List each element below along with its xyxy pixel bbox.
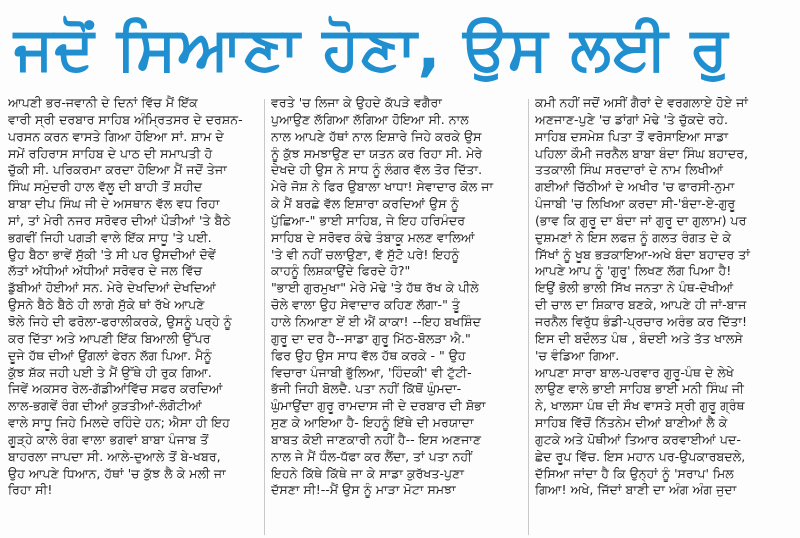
text-line: ਕਮੀ ਨਹੀਂ ਜਦੋਂ ਅਸੀਂ ਗੈਰਾਂ ਦੇ ਵਰਗਲਾਏ ਹੋਏ ਜਾਂ (535, 95, 748, 110)
text-line: ਵਿਚਾਰਾ ਪੰਜਾਬੀ ਭੁੱਲਿਆ, 'ਹਿੰਦਕੀ' ਵੀ ਟੁੱਟੀ- (271, 364, 472, 380)
text-line: ਪਹਿਲਾ ਕੌਮੀ ਜਰਨੈਲ ਬਾਬਾ ਬੰਦਾ ਸਿੰਘ ਬਹਾਦਰ, (535, 145, 748, 161)
text-line: ਚੋਲੇ ਵਾਲਾ ਉਹ ਸੇਵਾਦਾਰ ਕਹਿਣ ਲੱਗਾ-" ਤੂੰ (271, 297, 460, 313)
text-line: ਹਾਲੇ ਨਿਆਣਾ ਏਂ ਈ ਐਂ ਕਾਕਾ! --ਇਹ ਬਖਸ਼ਿੰਦ (271, 313, 481, 329)
text-line: ਇਹਨੇ ਕਿੱਥੇ ਕਿੱਥੇ ਜਾ ਕੇ ਸਾਡਾ ਕੁਰੱਖਤ-ਪੁਣਾ (271, 465, 464, 481)
headline: ਜਦੋਂ ਸਿਆਣਾ ਹੋਣਾ, ਉਸ ਲਈ ਰੁ (14, 14, 729, 84)
text-line: ਇਉਂ ਭੋਲੀ ਭਾਲੀ ਸਿੱਖ ਜਨਤਾ ਨੇ ਪੰਥ-ਦੋਖੀਆਂ (535, 280, 734, 296)
column-divider (264, 99, 265, 535)
text-line: ਗਈਆਂ ਚਿੱਠੀਆਂ ਦੇ ਅਖੀਰ 'ਚ ਫਾਰਸੀ-ਨੁਮਾ (535, 179, 735, 195)
text-line: ਨਾਲ ਜੇ ਮੈਂ ਧੌਲ-ਧੱਫਾ ਕਰ ਲੈਂਦਾ, ਤਾਂ ਪਤਾ ਨਹੀਂ (271, 448, 472, 464)
text-line: (ਭਾਵ ਕਿ ਗੁਰੂ ਦਾ ਬੰਦਾ ਜਾਂ ਗੁਰੂ ਦਾ ਗੁਲਾਮ) ਪਰ (535, 212, 747, 228)
text-line: ਤਤਕਾਲੀ ਸਿੰਘ ਸਰਦਾਰਾਂ ਦੇ ਨਾਮ ਲਿਖੀਆਂ (535, 162, 724, 178)
text-line: ਗੁਟਕੇ ਅਤੇ ਪੋਥੀਆਂ ਤਿਆਰ ਕਰਵਾਈਆਂ ਪਦ- (535, 431, 741, 447)
text-line: ਪੁੱਛਿਆ-" ਭਾਈ ਸਾਹਿਬ, ਜੇ ਇਹ ਹਰਿਮੰਦਰ (271, 212, 466, 228)
text-line: ਚੁੱਕੀ ਸੀ. ਪਰਿਕਰਮਾ ਕਰਦਾ ਹੋਇਆ ਮੈਂ ਜਦੋਂ ਤੇਜਾ (8, 162, 227, 178)
text-line: ਨੂੰ ਕੁੱਝ ਸਮਝਾਉਣ ਦਾ ਯਤਨ ਕਰ ਰਿਹਾ ਸੀ. ਮੇਰੇ (271, 145, 483, 161)
text-line: ਉਹ ਆਪਣੇ ਧਿਆਨ, ਹੱਥਾਂ 'ਚ ਕੁੱਝ ਲੈ ਕੇ ਮਲੀ ਜਾ (8, 465, 226, 481)
text-line: ਦੂਜੇ ਹੱਥ ਦੀਆਂ ਉਂਗਲਾਂ ਫੇਰਨ ਲੱਗ ਪਿਆ. ਮੈਨੂੰ (8, 347, 212, 363)
text-line: ਫਿਰ ਉਹ ਉਸ ਸਾਧ ਵੱਲ ਹੱਥ ਕਰਕੇ - " ਉਹ (271, 347, 466, 363)
text-line: ਰਿਹਾ ਸੀ! (8, 482, 53, 498)
text-line: ਦੇਖਦੇ ਹੀ ਉਸ ਨੇ ਸਾਧ ਨੂੰ ਲੰਗਰ ਵੱਲ ਤੋਰ ਦਿੱਤਾ. (271, 162, 483, 178)
text-line: ਬਾਬਤ ਕੋਈ ਜਾਣਕਾਰੀ ਨਹੀਂ ਹੈ-- ਇਸ ਅਣਜਾਣ (271, 431, 482, 447)
text-line: ਲਾਉਣ ਵਾਲੇ ਭਾਈ ਸਾਹਿਬ ਭਾਈ ਮਨੀ ਸਿੰਘ ਜੀ (535, 381, 744, 397)
text-line: 'ਤੇ ਵੀ ਨਹੀਂ ਚਲਾਉਣਾ, ਵੱ ਸੁੱਟੋ ਪਰੇ! ਇਹਨੂੰ (271, 246, 460, 262)
text-line: ਉਹ ਬੈਠਾ ਭਾਵੇਂ ਸੁੱਕੀ 'ਤੇ ਸੀ ਪਰ ਉਸਦੀਆਂ ਦੋਵੇਂ (8, 246, 216, 262)
text-line: ਕੇ ਮੈਂ ਬਰਛੇ ਵੱਲ ਇਸ਼ਾਰਾ ਕਰਦਿਆਂ ਉਸ ਨੂੰ (271, 196, 459, 212)
text-line: ਘੁੰਮਾਉਂਦਾ ਗੁਰੂ ਰਾਮਦਾਸ ਜੀ ਦੇ ਦਰਬਾਰ ਦੀ ਸ਼ੋਭਾ (271, 398, 486, 414)
text-line: ਸੁਣ ਕੇ ਆਇਆ ਹੈ- ਇਹਨੂੰ ਇੱਥੇ ਦੀ ਮਰਯਾਦਾ (271, 415, 474, 431)
text-line: ਬਾਬਾ ਦੀਪ ਸਿੰਘ ਜੀ ਦੇ ਅਸਥਾਨ ਵੱਲ ਵਧ ਰਿਹਾ (8, 196, 220, 212)
text-line: ਛੇਦ ਰੂਪ ਵਿੱਚ. ਇਸ ਮਹਾਨ ਪਰ-ਉਪਕਾਰਬਦਲੇ, (535, 448, 746, 464)
article-column-3 (535, 95, 793, 538)
text-line: ਆਪਣੀ ਭਰ-ਜਵਾਨੀ ਦੇ ਦਿਨਾਂ ਵਿੱਚ ਮੈਂ ਇੱਕ (8, 95, 198, 110)
text-line: ਜਿਵੇਂ ਅਕਸਰ ਰੇਲ-ਗੱਡੀਆਂਵਿੱਚ ਸਫਰ ਕਰਦਿਆਂ (8, 381, 223, 397)
text-line: ਸਿੰਘ ਸਮੁੰਦਰੀ ਹਾਲ ਵੱਲੂ ਦੀ ਬਾਹੀ ਤੋਂ ਸ਼ਹੀਦ (8, 179, 203, 195)
text-line: "ਭਾਈ ਗੁਰਮੁਖਾ" ਮੇਰੇ ਮੋਢੇ 'ਤੇ ਹੱਥ ਰੱਖ ਕੇ ਪੀਲੇ (271, 280, 479, 296)
text-line: ਵਾਲੇ ਸਾਧੂ ਜਿਹੇ ਮਿਲਦੇ ਰਹਿੰਦੇ ਹਨ; ਐਸਾ ਹੀ ਇਹ (8, 415, 230, 431)
text-line: ਬਾਹਰਲਾ ਜਾਪਦਾ ਸੀ. ਆਲੇ-ਦੁਆਲੇ ਤੋਂ ਬੇ-ਖਬਰ, (8, 448, 221, 464)
column-divider (528, 99, 529, 535)
text-line: ਝੋਲੇ ਜਿਹੇ ਦੀ ਫਰੋਲਾ-ਫਰਾਲੀਕਰਕੇ, ਉਸਨੂੰ ਪਰ੍ਹੇ ਨੂੰ (8, 313, 232, 329)
text-line: ਲੱਤਾਂ ਅੱਧੀਆਂ ਅੱਧੀਆਂ ਸਰੋਵਰ ਦੇ ਜਲ ਵਿੱਚ (8, 263, 203, 279)
text-line: ਸਾਹਿਬ ਵਿੱਚੋਂ ਨਿੱਤਨੇਮ ਦੀਆਂ ਬਾਣੀਆਂ ਲੈ ਕੇ (535, 415, 728, 431)
text-line: ਸਾਹਿਬ ਦੇ ਸਰੋਵਰ ਕੰਢੇ ਤੰਬਾਕੂ ਮਲਣ ਵਾਲਿਆਂ (271, 229, 475, 245)
text-line: ਡੁੱਬੀਆਂ ਹੋਈਆਂ ਸਨ. ਮੇਰੇ ਦੇਖਦਿਆਂ ਦੇਖਦਿਆਂ (8, 280, 217, 296)
text-line: 'ਚ ਵੰਡਿਆ ਗਿਆ. (535, 347, 620, 363)
article-column-2 (271, 95, 521, 538)
text-line: ਭਗਵੀਂ ਜਿਹੀ ਪਗੜੀ ਵਾਲੇ ਇੱਕ ਸਾਧੂ 'ਤੇ ਪਈ. (8, 229, 212, 245)
text-line: ਇਸ ਦੀ ਬਦੌਲਤ ਪੰਥ , ਬੰਦਈ ਅਤੇ ਤੱਤ ਖਾਲਸੇ (535, 330, 743, 346)
text-line: ਕਾਹਨੂੰ ਲਿਸ਼ਕਾਉਂਦੇ ਫਿਰਦੇ ਹੋ?" (271, 263, 411, 279)
text-line: ਦੁਸ਼ਮਣਾਂ ਨੇ ਇਸ ਲਫਜ਼ ਨੂੰ ਗਲਤ ਰੰਗਤ ਦੇ ਕੇ (535, 229, 732, 245)
text-line: ਸਮੇਂ ਰਹਿਰਾਸ ਸਾਹਿਬ ਦੇ ਪਾਠ ਦੀ ਸਮਾਪਤੀ ਹੋ (8, 145, 213, 161)
text-line: ਦੱਸਣਾ ਸੀ!--ਮੈਂ ਉਸ ਨੂੰ ਮਾੜਾ ਮੋਟਾ ਸਮਝਾ (271, 482, 456, 498)
text-line: ਵਾਰੀ ਸ੍ਰੀ ਦਰਬਾਰ ਸਾਹਿਬ ਅੰਮ੍ਰਿਤਸਰ ਦੇ ਦਰਸ਼ਨ- (8, 111, 243, 127)
text-line: ਨੇ, ਖਾਲਸਾ ਪੰਥ ਦੀ ਸੌਖ ਵਾਸਤੇ ਸ੍ਰੀ ਗੁਰੂ ਗ੍ਰੰਥ (535, 398, 745, 414)
article-body (0, 95, 800, 538)
text-line: ਜਰਨੈਲ ਵਿਰੁੱਧ ਭੰਡੀ-ਪ੍ਰਚਾਰ ਅਰੰਭ ਕਰ ਦਿੱਤਾ! (535, 313, 748, 329)
text-line: ਕਰ ਦਿੱਤਾ ਅਤੇ ਆਪਣੀ ਇੱਕ ਬਿਆਲੀ ਉੱਪਰ (8, 330, 211, 346)
article-column-1 (8, 95, 261, 538)
text-line: ਉਸਨੇ ਬੈਠੇ ਬੈਠੇ ਹੀ ਲਾਗੇ ਸੁੱਕੇ ਥਾਂ ਰੱਖੇ ਆਪਣੇ (8, 297, 205, 313)
text-line: ਪਰਸਨ ਕਰਨ ਵਾਸਤੇ ਗਿਆ ਹੋਇਆ ਸਾਂ. ਸ਼ਾਮ ਦੇ (8, 128, 224, 144)
text-line: ਵਰਤੇ 'ਚ ਲਿਜਾ ਕੇ ਉਹਦੇ ਕੱਪੜੇ ਵਗੈਰਾ (271, 95, 442, 110)
text-line: ਨਾਲ ਆਪਣੇ ਹੱਥਾਂ ਨਾਲ ਇਸ਼ਾਰੇ ਜਿਹੇ ਕਰਕੇ ਉਸ (271, 128, 482, 144)
text-line: ਕੁੱਝ ਸ਼ੱਕ ਜਹੀ ਪਈ ਤੇ ਮੈਂ ਉੱਥੇ ਹੀ ਰੁਕ ਗਿਆ. (8, 364, 212, 380)
text-line: ਆਪਣਾ ਸਾਰਾ ਬਾਲ-ਪਰਵਾਰ ਗੁਰੂ-ਪੰਥ ਦੇ ਲੇਖੇ (535, 364, 734, 380)
text-line: ਪੁਆਉਣ ਲੱਗਿਆ ਲੱਗਿਆ ਹੋਇਆ ਸੀ. ਨਾਲ (271, 111, 469, 127)
text-line: ਮੇਰੇ ਜੋਸ਼ ਨੇ ਫਿਰ ਉਬਾਲਾ ਖਾਧਾ! ਸੇਵਾਦਾਰ ਕੋਲ ਜਾ (271, 179, 494, 195)
text-line: ਸਾਂ, ਤਾਂ ਮੇਰੀ ਨਜਰ ਸਰੋਵਰ ਦੀਆਂ ਪੌੜੀਆਂ 'ਤੇ ਬੈਠੇ (8, 212, 231, 228)
text-line: ਸਾਹਿਬ ਦਸਮੇਸ਼ ਪਿਤਾ ਤੋਂ ਵਰੋਸਾਇਆ ਸਾਡਾ (535, 128, 729, 144)
text-line: ਲਾਲ-ਭਗਵੇਂ ਰੰਗ ਦੀਆਂ ਕੁੜਤੀਆਂ-ਲੰਗੋਟੀਆਂ (8, 398, 202, 414)
text-line: ਪੰਜਾਬੀ 'ਚ ਲਿਖਿਆ ਕਰਦਾ ਸੀ-'ਬੰਦਾ-ਏ-ਗੁਰੂ (535, 196, 736, 212)
text-line: ਭੱਜੀ ਜਿਹੀ ਬੋਲਦੈ. ਪਤਾ ਨਹੀਂ ਕਿੱਥੋਂ ਘੁੰਮਦਾ- (271, 381, 462, 397)
text-line: ਦੱਸਿਆ ਜਾਂਦਾ ਹੈ ਕਿ ਉਨ੍ਹਾਂ ਨੂੰ 'ਸਰਾਪ' ਮਿਲ (535, 465, 734, 481)
text-line: ਸਿੱਖਾਂ ਨੂੰ ਖੂਬ ਭੜਕਾਇਆ-ਅਖੇ ਬੰਦਾ ਬਹਾਦਰ ਤਾਂ (535, 246, 750, 262)
text-line: ਆਪਣੇ ਆਪ ਨੂੰ 'ਗੁਰੂ' ਲਿਖਣ ਲੱਗ ਪਿਆ ਹੈ! (535, 263, 732, 279)
text-line: ਗਿਆ! ਅਖੇ, ਜਿੱਦਾਂ ਬਾਣੀ ਦਾ ਅੰਗ ਅੰਗ ਜੁਦਾ (535, 482, 737, 498)
text-line: ਗੁਰੂ ਦਾ ਦਰ ਹੈ--ਸਾਡਾ ਗੁਰੂ ਮਿੱਠ-ਬੋਲੜਾ ਐ." (271, 330, 471, 346)
text-line: ਅਣਜਾਣ-ਪੁਣੇ 'ਚ ਡਾਂਗਾਂ ਮੋਢੇ 'ਤੇ ਚੁੱਕਦੇ ਰਹੇ. (535, 111, 728, 127)
text-line: ਗੂੜ੍ਹੇ ਕਾਲੇ ਰੰਗ ਵਾਲਾ ਭਗਵਾਂ ਬਾਬਾ ਪੰਜਾਬ ਤੋਂ (8, 431, 209, 447)
text-line: ਦੀ ਚਾਲ ਦਾ ਸ਼ਿਕਾਰ ਬਣਕੇ, ਆਪਣੇ ਹੀ ਜਾਂ-ਬਾਜ (535, 297, 747, 313)
